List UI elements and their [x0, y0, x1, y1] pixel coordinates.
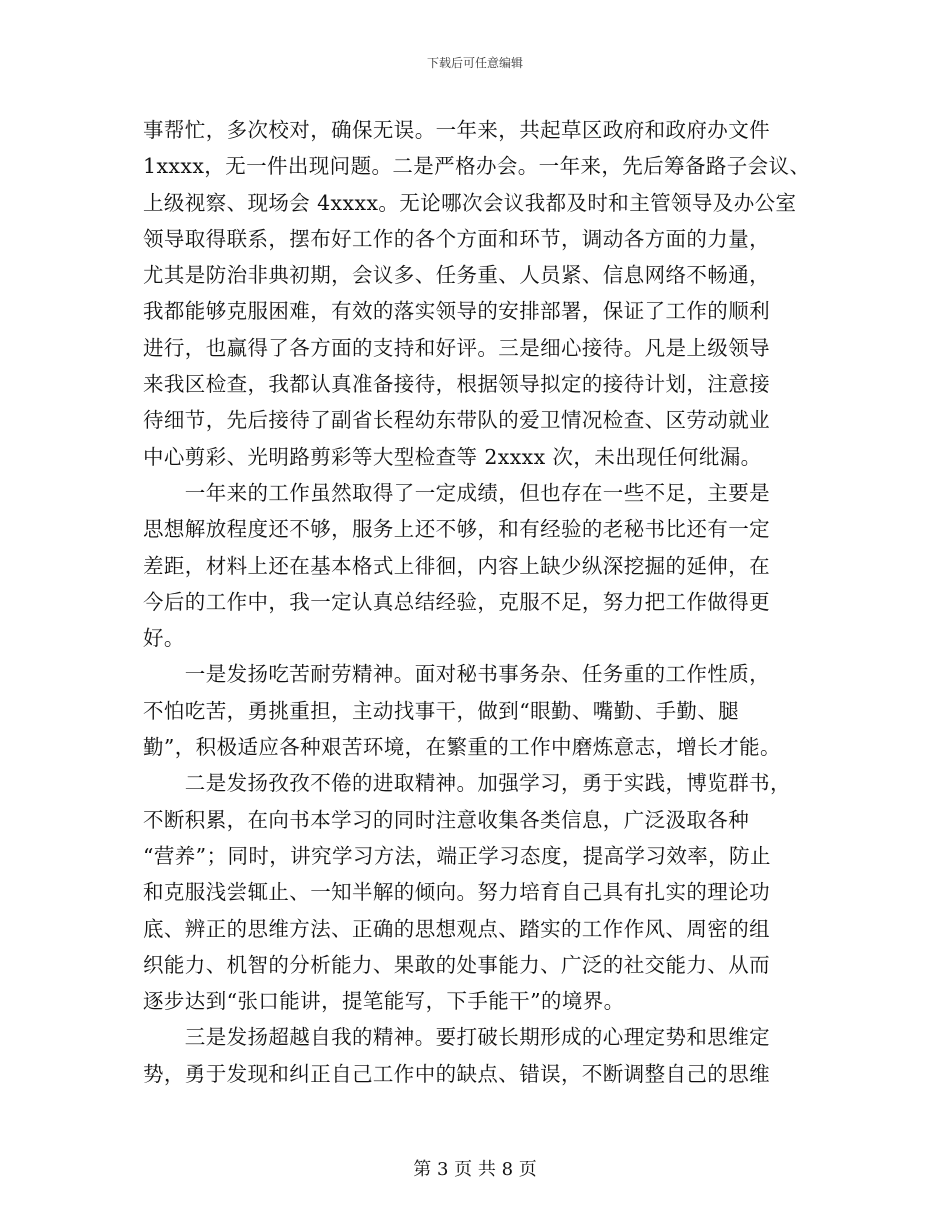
text-line: 一是发扬吃苦耐劳精神。面对秘书事务杂、任务重的工作性质， [143, 662, 770, 687]
text-line: 尤其是防治非典初期，会议多、任务重、人员紧、信息网络不畅通， [143, 263, 770, 288]
text-line: 织能力、机智的分析能力、果敢的处事能力、广泛的社交能力、从而 [143, 952, 770, 977]
text-line: 来我区检查，我都认真准备接待，根据领导拟定的接待计划，注意接 [143, 372, 770, 397]
text-line: “营养”；同时，讲究学习方法，端正学习态度，提高学习效率，防止 [143, 843, 771, 868]
text-line: 今后的工作中，我一定认真总结经验，克服不足，努力把工作做得更 [143, 589, 770, 614]
page-number-footer: 第 3 页 共 8 页 [413, 1159, 537, 1180]
text-line: 底、辨正的思维方法、正确的思想观点、踏实的工作作风、周密的组 [143, 916, 770, 941]
text-line: 我都能够克服困难，有效的落实领导的安排部署，保证了工作的顺利 [143, 299, 770, 324]
text-line: 好。 [143, 626, 185, 651]
text-line: 进行，也赢得了各方面的支持和好评。三是细心接待。凡是上级领导 [143, 335, 770, 360]
text-line: 一年来的工作虽然取得了一定成绩，但也存在一些不足，主要是 [143, 480, 770, 505]
document-body [143, 112, 815, 1092]
text-line: 思想解放程度还不够，服务上还不够，和有经验的老秘书比还有一定 [143, 517, 770, 542]
page-header-note: 下载后可任意编辑 [426, 56, 523, 70]
text-line: 勤”，积极适应各种艰苦环境，在繁重的工作中磨炼意志，增长才能。 [143, 735, 781, 760]
text-line: 领导取得联系，摆布好工作的各个方面和环节，调动各方面的力量， [143, 226, 770, 251]
text-line: 三是发扬超越自我的精神。要打破长期形成的心理定势和思维定 [143, 1025, 770, 1050]
text-line: 事帮忙，多次校对，确保无误。一年来，共起草区政府和政府办文件 [143, 118, 770, 142]
text-line: 差距，材料上还在基本格式上徘徊，内容上缺少纵深挖掘的延伸，在 [143, 553, 770, 578]
text-line: 中心剪彩、光明路剪彩等大型检查等 2xxxx 次，未出现任何纰漏。 [143, 444, 762, 469]
text-line: 上级视察、现场会 4xxxx。无论哪次会议我都及时和主管领导及办公室 [143, 190, 797, 215]
text-line: 1xxxx，无一件出现问题。二是严格办会。一年来，先后筹备路子会议、 [143, 154, 811, 179]
text-line: 二是发扬孜孜不倦的进取精神。加强学习，勇于实践，博览群书， [143, 771, 791, 796]
text-line: 逐步达到“张口能讲，提笔能写，下手能干”的境界。 [143, 989, 625, 1014]
text-line: 不断积累，在向书本学习的同时注意收集各类信息，广泛汲取各种 [143, 807, 750, 832]
text-line: 待细节，先后接待了副省长程幼东带队的爱卫情况检查、区劳动就业 [143, 408, 770, 433]
text-line: 势，勇于发现和纠正自己工作中的缺点、错误，不断调整自己的思维 [143, 1061, 770, 1086]
text-line: 不怕吃苦，勇挑重担，主动找事干，做到“眼勤、嘴勤、手勤、腿 [143, 698, 740, 723]
text-line: 和克服浅尝辄止、一知半解的倾向。努力培育自己具有扎实的理论功 [143, 880, 770, 905]
